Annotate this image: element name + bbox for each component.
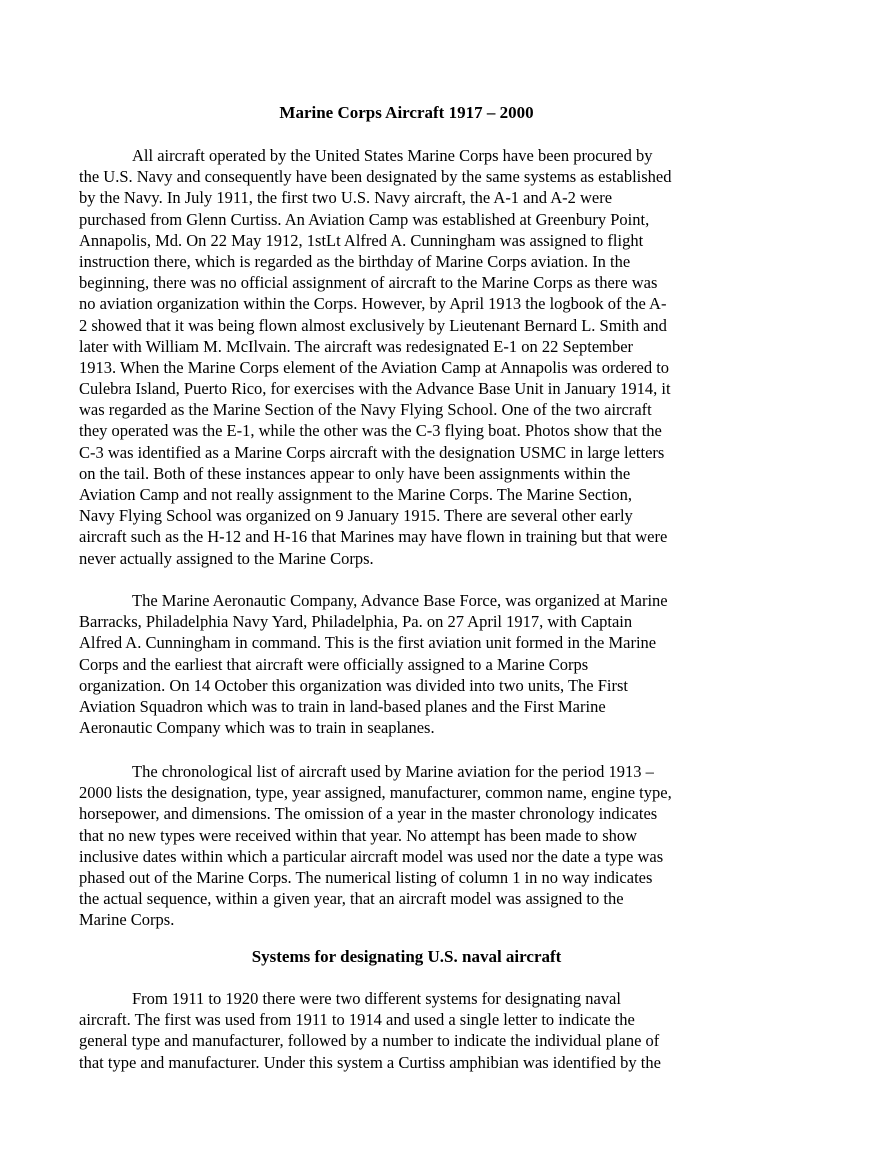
paragraph-line: beginning, there was no official assignment of aircraft to the Marine Corps as there was [79, 273, 658, 293]
paragraph-line: 2000 lists the designation, type, year assigned, manufacturer, common name, engine type, [79, 783, 672, 803]
paragraph-line: C-3 was identified as a Marine Corps aircraft with the designation USMC in large letters [79, 442, 665, 462]
paragraph-2 [79, 590, 759, 738]
paragraph-line: instruction there, which is regarded as the birthday of Marine Corps aviation. In the [79, 251, 631, 271]
paragraph-line: later with William M. McIlvain. The aircraft was redesignated E-1 on 22 September [79, 336, 634, 356]
paragraph-line: the U.S. Navy and consequently have been designated by the same systems as established [79, 167, 672, 187]
paragraph-line: general type and manufacturer, followed by a number to indicate the individual plane of [79, 1031, 660, 1051]
paragraph-line: they operated was the E-1, while the other was the C-3 flying boat. Photos show that the [79, 421, 662, 441]
paragraph-line: Culebra Island, Puerto Rico, for exercises with the Advance Base Unit in January 1914, it [79, 379, 671, 399]
paragraph-line: 2 showed that it was being flown almost exclusively by Lieutenant Bernard L. Smith and [79, 315, 667, 335]
paragraph-line: From 1911 to 1920 there were two different systems for designating naval [132, 989, 621, 1008]
paragraph-line: organization. On 14 October this organization was divided into two units, The First [79, 675, 629, 695]
paragraph-line: aircraft. The first was used from 1911 to 1914 and used a single letter to indicate the [79, 1010, 635, 1030]
section-paragraph [79, 988, 759, 1073]
paragraph-line: aircraft such as the H-12 and H-16 that Marines may have flown in training but that were [79, 527, 668, 547]
paragraph-line: The chronological list of aircraft used by Marine aviation for the period 1913 – [132, 762, 654, 781]
paragraph-line: no aviation organization within the Corps. However, by April 1913 the logbook of the A- [79, 294, 667, 314]
paragraph-line: that no new types were received within that year. No attempt has been made to show [79, 825, 638, 845]
paragraph-line: that type and manufacturer. Under this system a Curtiss amphibian was identified by the [79, 1052, 661, 1072]
paragraph-line: on the tail. Both of these instances appear to only have been assignments within the [79, 463, 631, 483]
paragraph-line: Barracks, Philadelphia Navy Yard, Philadelphia, Pa. on 27 April 1917, with Captain [79, 612, 633, 632]
paragraph-line: by the Navy. In July 1911, the first two U.S. Navy aircraft, the A-1 and A-2 were [79, 188, 613, 208]
paragraph-line: Alfred A. Cunningham in command. This is the first aviation unit formed in the Marine [79, 633, 657, 653]
paragraph-line: horsepower, and dimensions. The omission of a year in the master chronology indicates [79, 804, 658, 824]
paragraph-line: Aviation Squadron which was to train in land-based planes and the First Marine [79, 696, 606, 716]
paragraph-line: The Marine Aeronautic Company, Advance Base Force, was organized at Marine [132, 591, 668, 610]
document-title: Marine Corps Aircraft 1917 – 2000 [279, 103, 534, 122]
paragraph-line: phased out of the Marine Corps. The numerical listing of column 1 in no way indicates [79, 867, 653, 887]
paragraph-1 [79, 145, 759, 569]
paragraph-line: never actually assigned to the Marine Corps. [79, 548, 374, 568]
paragraph-line: Corps and the earliest that aircraft were officially assigned to a Marine Corps [79, 654, 589, 674]
paragraph-line: Aviation Camp and not really assignment to the Marine Corps. The Marine Section, [79, 485, 632, 504]
paragraph-line: was regarded as the Marine Section of the Navy Flying School. One of the two aircraft [79, 400, 652, 420]
paragraph-line: the actual sequence, within a given year, that an aircraft model was assigned to the [79, 889, 624, 909]
paragraph-line: purchased from Glenn Curtiss. An Aviation Camp was established at Greenbury Point, [79, 209, 650, 229]
paragraph-line: Annapolis, Md. On 22 May 1912, 1stLt Alfred A. Cunningham was assigned to flight [79, 230, 644, 250]
paragraph-line: 1913. When the Marine Corps element of the Aviation Camp at Annapolis was ordered to [79, 357, 670, 377]
section-heading: Systems for designating U.S. naval aircraft [251, 947, 562, 966]
paragraph-line: inclusive dates within which a particular aircraft model was used nor the date a type was [79, 846, 664, 866]
paragraph-3 [79, 761, 759, 931]
paragraph-line: Marine Corps. [79, 910, 175, 930]
paragraph-line: All aircraft operated by the United States Marine Corps have been procured by [132, 146, 653, 165]
paragraph-line: Navy Flying School was organized on 9 January 1915. There are several other early [79, 506, 633, 526]
paragraph-line: Aeronautic Company which was to train in seaplanes. [79, 718, 435, 738]
